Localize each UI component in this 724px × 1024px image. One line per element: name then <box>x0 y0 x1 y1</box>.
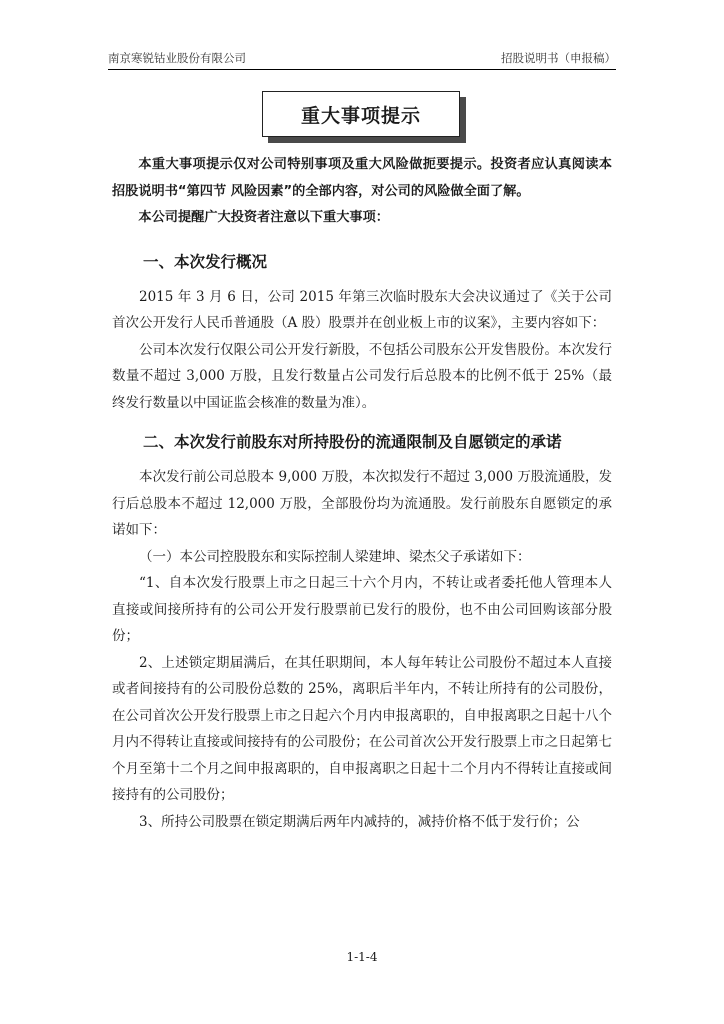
section-1-paragraph-1: 2015 年 3 月 6 日，公司 2015 年第三次临时股东大会决议通过了《关于公司首次公开发行人民币普通股（A 股）股票并在创业板上市的议案》，主要内容如下： <box>112 288 612 331</box>
header-company: 南京寒锐钴业股份有限公司 <box>108 51 246 65</box>
section-1-paragraph-2: 公司本次发行仅限公司公开发行新股，不包括公司股东公开发售股份。本次发行数量不超过 3,000 万股，且发行数量占公司发行后总股本的比例不低于 25%（最终发行数量以中国证监会核准的数量为准）。 <box>112 341 612 411</box>
section-2-heading: 二、本次发行前股东对所持股份的流通限制及自愿锁定的承诺 <box>143 433 562 451</box>
title-box <box>262 91 460 137</box>
section-2-paragraph-3: “1、自本次发行股票上市之日起三十六个月内，不转让或者委托他人管理本人直接或间接所持有的公司公开发行股票前已发行的股份，也不由公司回购该部分股份； <box>112 575 612 644</box>
page-number: 1-1-4 <box>346 950 378 964</box>
intro-paragraph-2: 本公司提醒广大投资者注意以下重大事项： <box>138 210 389 225</box>
document-body <box>112 152 612 835</box>
section-2-paragraph-1: 本次发行前公司总股本 9,000 万股，本次拟发行不超过 3,000 万股流通股，发行后总股本不超过 12,000 万股，全部股份均为流通股。发行前股东自愿锁定的承诺如下： <box>112 469 612 538</box>
page-header <box>108 50 616 70</box>
section-2-paragraph-2: （一）本公司控股股东和实际控制人梁建坤、梁杰父子承诺如下： <box>139 548 531 565</box>
section-2-paragraph-5: 3、所持公司股票在锁定期满后两年内减持的，减持价格不低于发行价；公 <box>139 813 580 830</box>
section-2-paragraph-4: 2、上述锁定期届满后，在其任职期间，本人每年转让公司股份不超过本人直接或者间接持有的公司股份总数的 25%，离职后半年内，不转让所持有的公司股份，在公司首次公开发行股票上市之日起六个月内申报离职的，自申报离职之日起十八个月内不得转让直接或间接持有的公司股份；在公司首次公开发行股票上市之日起第七个月至第十二个月之间申报离职的，自申报离职之日起十二个月内不得转让直接或间接持有的公司股份； <box>112 654 612 803</box>
intro-paragraph-1: 本重大事项提示仅对公司特别事项及重大风险做扼要提示。投资者应认真阅读本招股说明书“第四节 风险因素”的全部内容，对公司的风险做全面了解。 <box>112 157 612 199</box>
header-rule <box>108 69 616 70</box>
section-1-heading: 一、本次发行概况 <box>143 252 268 271</box>
header-doc-type: 招股说明书（申报稿） <box>501 51 616 65</box>
page-title: 重大事项提示 <box>300 104 421 127</box>
